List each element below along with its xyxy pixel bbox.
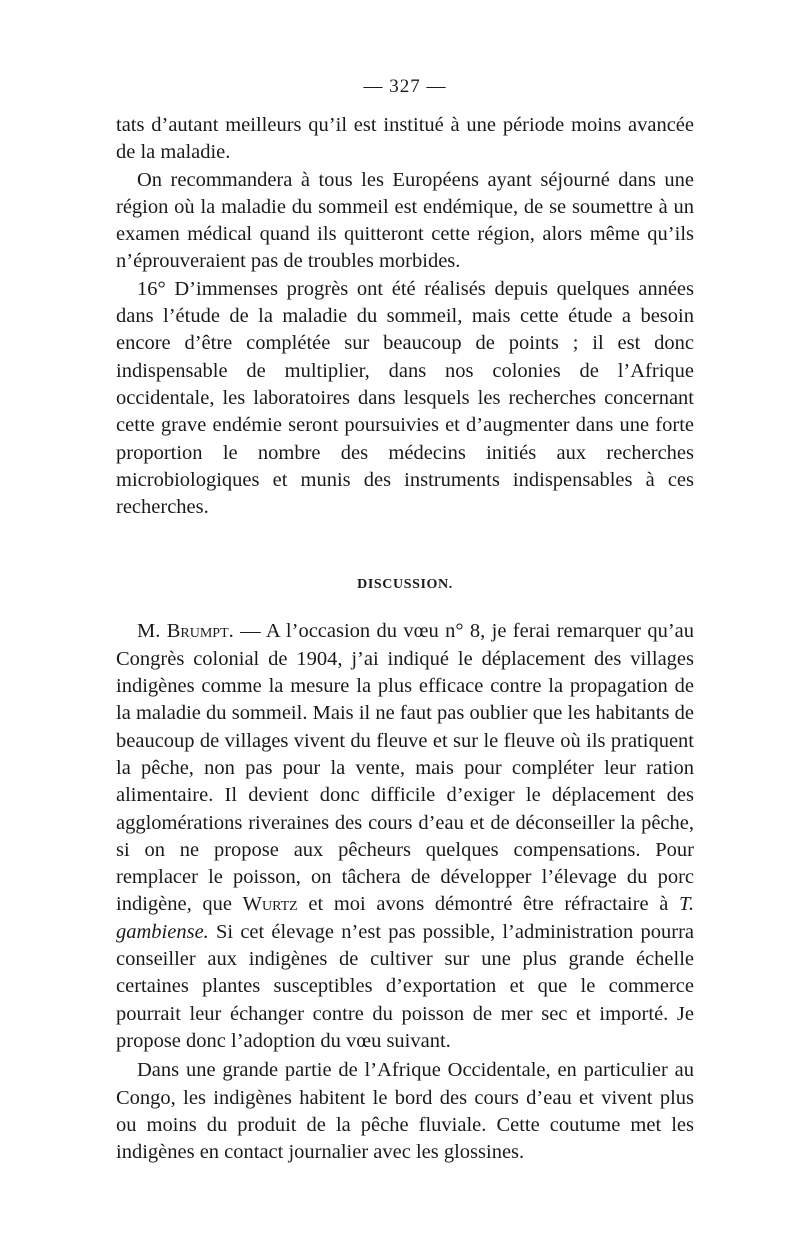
species-name: T. gambiense.: [116, 893, 694, 943]
paragraph-vow-16: 16° D’immenses progrès ont été réalisés depuis quelques années dans l’étude de la maladie du sommeil, mais cette étude a besoin encore d’être complétée sur beaucoup de points ; il est donc indispensable de multiplier, dans nos colonies de l’Afrique occidentale, les laboratoires dans lesquels les recherches concernant cette grave endémie seront poursuivies et d’augmenter dans une forte proportion le nombre des médecins initiés aux recherches microbiologiques et munis des instruments indispensables à ces recherches.: [116, 277, 694, 519]
paragraph-recommendation: On recommandera à tous les Européens ayant séjourné dans une région où la maladie du sommeil est endémique, de se soumettre à un examen médical quand ils quitteront cette région, alors même qu’ils n’éprouveraient pas de troubles morbides.: [116, 168, 694, 273]
section-heading: DISCUSSION.: [357, 577, 453, 593]
page-body: [116, 72, 694, 1166]
cited-author-name: Wurtz: [242, 893, 298, 916]
page-number: — 327 —: [363, 76, 447, 97]
discussion-text-part-2: et moi avons démontré être réfractaire à: [297, 893, 679, 916]
paragraph-continuation: tats d’autant meilleurs qu’il est institué à une période moins avancée de la maladie.: [116, 114, 694, 164]
discussion-text-part-1: — A l’occasion du vœu n° 8, je ferai remarquer qu’au Congrès colonial de 1904, j’ai indiqué le déplacement des villages indigènes comme la mesure la plus efficace contre la propagation de la maladie du sommeil. Mais il ne faut pas oublier que les habitants de beaucoup de villages vivent du fleuve et sur le fleuve où ils pratiquent la pêche, non pas pour la vente, mais pour compléter leur ration alimentaire. Il devient donc difficile d’exiger le déplacement des agglomérations riveraines des cours d’eau et de déconseiller la pêche, si on ne propose aux pêcheurs quelques compensations. Pour remplacer le poisson, on tâchera de développer l’élevage du porc indigène, que: [116, 620, 694, 916]
paragraph-proposed-vow: Dans une grande partie de l’Afrique Occidentale, en particulier au Congo, les indigènes habitent le bord des cours d’eau et vivent plus ou moins du produit de la pêche fluviale. Cette coutume met les indigènes en contact journalier avec les glossines.: [116, 1059, 694, 1164]
paragraph-brumpt-discussion: [116, 618, 694, 1055]
speaker-name: M. Brumpt.: [137, 620, 234, 643]
discussion-text-part-3: Si cet élevage n’est pas possible, l’administration pourra conseiller aux indigènes de cultiver sur une plus grande échelle certaines plantes susceptibles d’exportation et que le commerce pourrait leur échanger contre du poisson de mer sec et importé. Je propose donc l’adoption du vœu suivant.: [116, 920, 694, 1052]
